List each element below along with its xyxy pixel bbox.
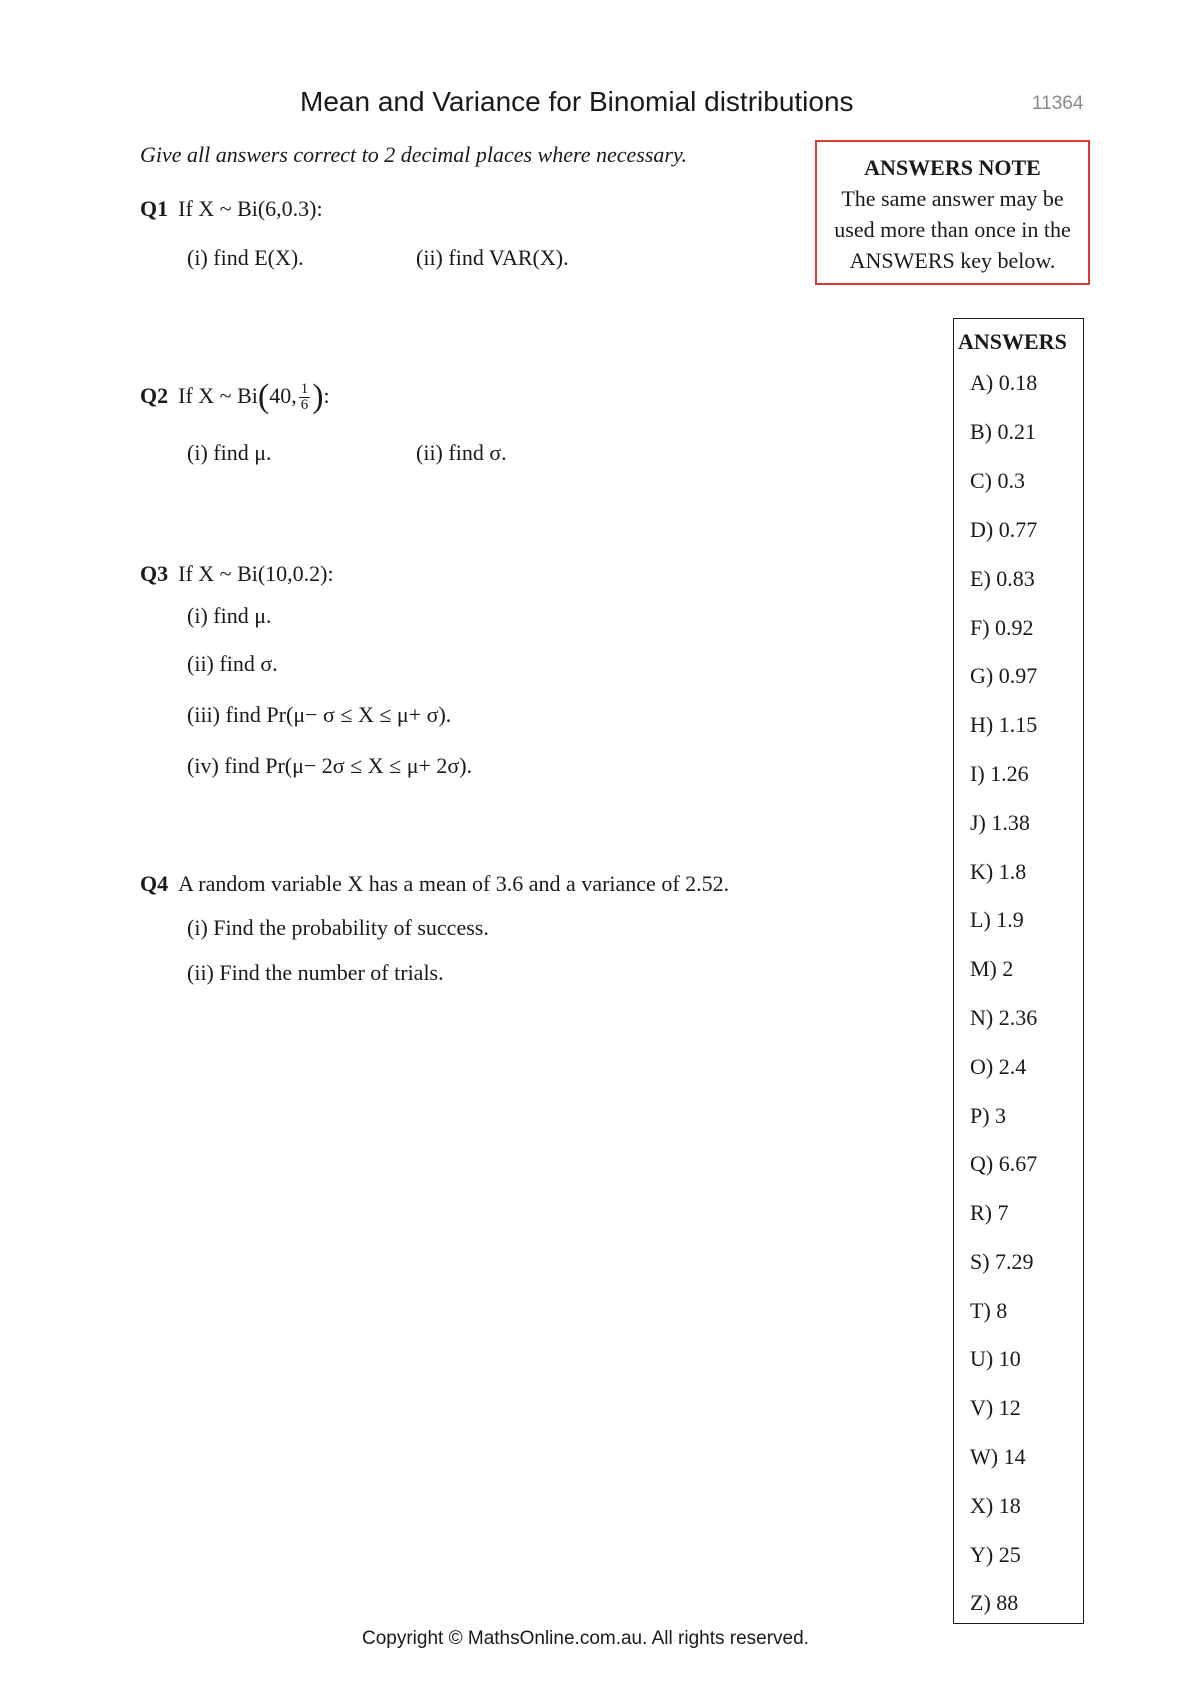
answers-note-box: [815, 140, 1090, 285]
page-title: Mean and Variance for Binomial distributions: [300, 86, 854, 117]
answer-item: Y) 25: [970, 1542, 1021, 1567]
fraction-numerator: 1: [300, 381, 309, 398]
question-text: :: [323, 383, 330, 408]
answer-item: I) 1.26: [970, 761, 1029, 786]
question-2-stem: [140, 378, 330, 416]
question-label: Q2: [140, 383, 169, 408]
question-1-stem: [140, 196, 323, 222]
answers-note-line: used more than once in the: [834, 217, 1071, 242]
answer-item: F) 0.92: [970, 615, 1034, 640]
answer-item: U) 10: [970, 1346, 1021, 1371]
answer-item: W) 14: [970, 1444, 1026, 1469]
answer-item: S) 7.29: [970, 1249, 1034, 1274]
answer-item: C) 0.3: [970, 468, 1025, 493]
question-3-part-iv: (iv) find Pr(μ− 2σ ≤ X ≤ μ+ 2σ).: [187, 753, 473, 778]
copyright-footer: Copyright © MathsOnline.com.au. All rights reserved.: [362, 1628, 809, 1649]
answer-item: N) 2.36: [970, 1005, 1038, 1030]
question-label: Q4: [140, 871, 169, 896]
question-text: If X ~ Bi(10,0.2):: [178, 561, 334, 586]
answer-item: T) 8: [970, 1298, 1008, 1323]
open-paren: (: [257, 378, 270, 415]
instruction-text: Give all answers correct to 2 decimal places where necessary.: [140, 142, 688, 167]
question-text: If X ~ Bi(6,0.3):: [178, 196, 323, 221]
answer-item: X) 18: [970, 1493, 1021, 1518]
question-label: Q3: [140, 561, 169, 586]
answer-item: E) 0.83: [970, 566, 1035, 591]
question-4-stem: [140, 871, 729, 897]
question-2-part-ii: (ii) find σ.: [416, 440, 507, 465]
question-3-part-iii: (iii) find Pr(μ− σ ≤ X ≤ μ+ σ).: [187, 702, 452, 727]
close-paren: ): [312, 378, 324, 415]
question-text: 40,: [269, 383, 297, 408]
answer-item: P) 3: [970, 1103, 1007, 1128]
answer-item: H) 1.15: [970, 712, 1038, 737]
question-1-part-ii: (ii) find VAR(X).: [416, 245, 569, 270]
answer-item: B) 0.21: [970, 419, 1036, 444]
answers-note-line: ANSWERS key below.: [849, 248, 1056, 273]
answer-item: Q) 6.67: [970, 1151, 1038, 1176]
fraction-denominator: 6: [300, 397, 309, 414]
answers-key-title: ANSWERS: [958, 329, 1067, 354]
answer-item: Z) 88: [970, 1590, 1019, 1615]
answer-item: G) 0.97: [970, 663, 1038, 688]
question-3-part-i: (i) find μ.: [187, 603, 272, 628]
answer-item: V) 12: [970, 1395, 1021, 1420]
question-4-part-i: (i) Find the probability of success.: [187, 915, 489, 940]
question-2-part-i: (i) find μ.: [187, 440, 272, 465]
question-1-part-i: (i) find E(X).: [187, 245, 304, 270]
answer-item: A) 0.18: [970, 370, 1038, 395]
question-4-part-ii: (ii) Find the number of trials.: [187, 960, 444, 985]
question-text: If X ~ Bi: [178, 383, 258, 408]
question-label: Q1: [140, 196, 169, 221]
answer-item: R) 7: [970, 1200, 1009, 1225]
answer-item: L) 1.9: [970, 907, 1024, 932]
answer-item: D) 0.77: [970, 517, 1038, 542]
fraction: [299, 382, 311, 413]
question-3-stem: [140, 561, 334, 587]
answer-item: M) 2: [970, 956, 1014, 981]
answers-note-line: The same answer may be: [841, 186, 1064, 211]
worksheet-code: 11364: [1032, 93, 1084, 114]
answer-item: K) 1.8: [970, 859, 1027, 884]
answer-item: J) 1.38: [970, 810, 1030, 835]
answers-key-box: [953, 318, 1084, 1624]
question-3-part-ii: (ii) find σ.: [187, 651, 278, 676]
question-text: A random variable X has a mean of 3.6 and a variance of 2.52.: [178, 871, 730, 896]
answer-item: O) 2.4: [970, 1054, 1027, 1079]
answers-note-title: ANSWERS NOTE: [864, 155, 1041, 180]
